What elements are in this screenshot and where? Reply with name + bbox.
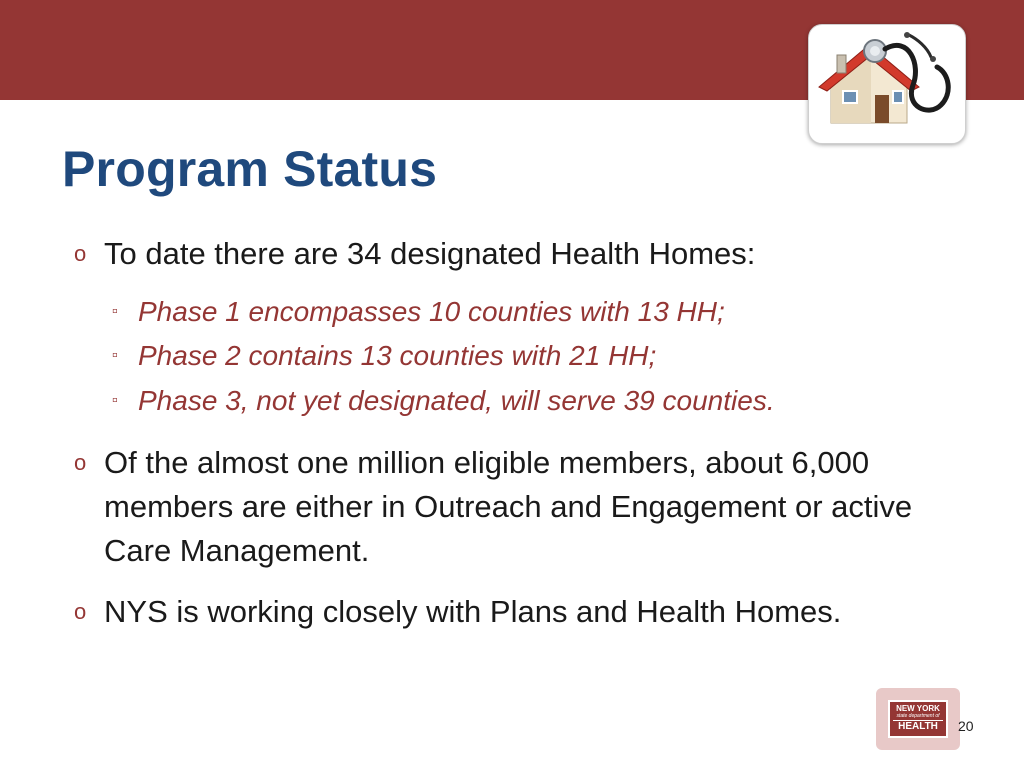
house-stethoscope-icon [809,25,965,143]
nys-logo-line3: HEALTH [893,720,943,733]
nys-logo-line2: state department of [896,713,940,719]
sub-bullet-marker: ▫ [112,303,118,320]
bullet-item [74,232,934,276]
page-number: 20 [958,718,974,734]
bullet-text: Of the almost one million eligible members, about 6,000 members are either in Outreach and Engagement or active Care Management. [104,445,913,568]
nys-logo-line1: NEW YORK [896,704,940,713]
sub-bullet-text: Phase 1 encompasses 10 counties with 13 HH; [138,296,725,327]
sub-bullet-item [112,336,657,376]
bullet-marker: o [74,599,87,624]
sub-bullet-item [112,381,775,421]
sub-bullet-text: Phase 2 contains 13 counties with 21 HH; [138,340,657,371]
bullet-item [74,441,934,573]
bullet-marker: o [74,450,87,475]
bullet-item [74,590,864,634]
health-home-logo [808,24,966,144]
nys-health-logo-mark [888,700,948,738]
bullet-marker: o [74,241,87,266]
sub-bullet-marker: ▫ [112,347,118,364]
sub-bullet-text: Phase 3, not yet designated, will serve 39 counties. [138,385,775,416]
nys-health-logo [876,688,960,750]
bullet-text: To date there are 34 designated Health Homes: [104,236,756,271]
slide-title: Program Status [62,141,438,197]
bullet-text: NYS is working closely with Plans and Health Homes. [104,594,842,629]
sub-bullet-item [112,292,725,332]
sub-bullet-marker: ▫ [112,392,118,409]
